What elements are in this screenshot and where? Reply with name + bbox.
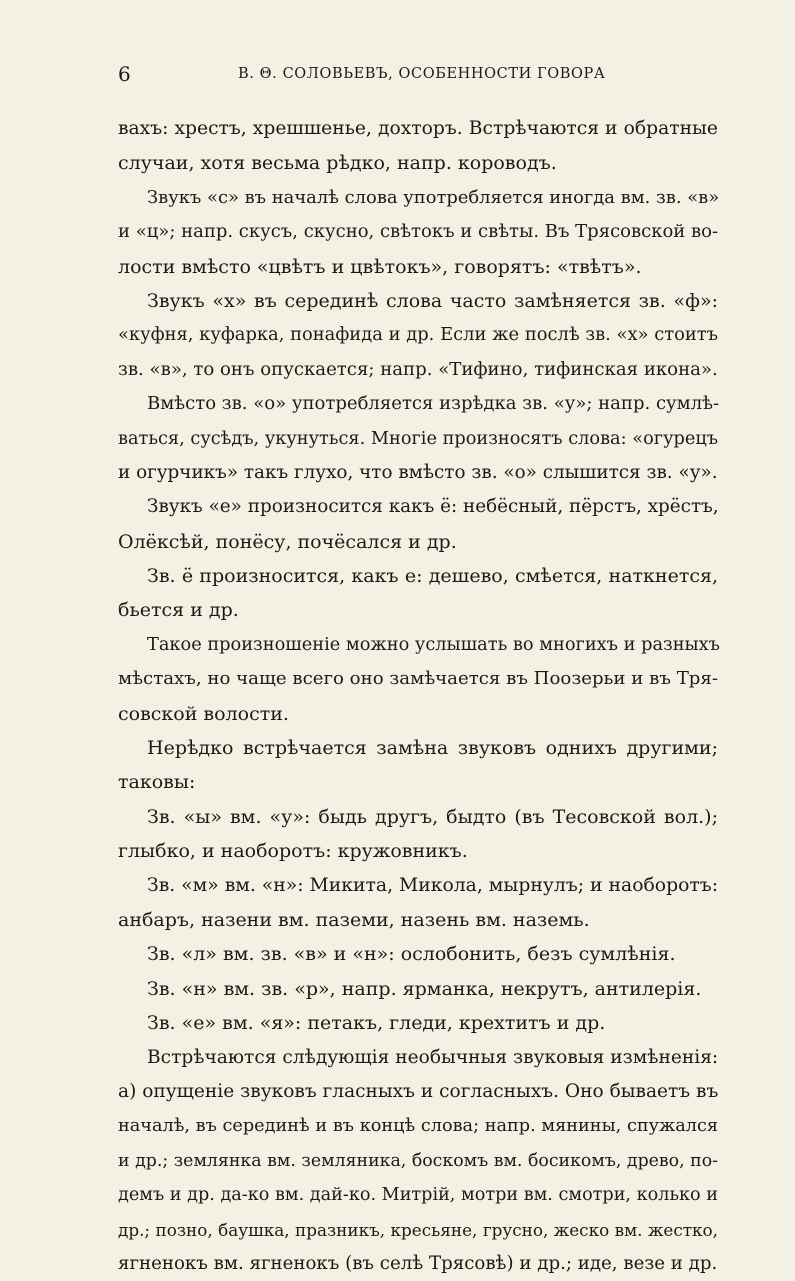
text-line: совской волости. [118,702,289,725]
text-line: глыбко, и наоборотъ: кружовникъ. [118,840,468,863]
text-line: случаи, хотя весьма рѣдко, напр. короводъ. [118,152,557,175]
text-line: Звукъ «с» въ началѣ слова употребляется иногда вм. зв. «в» [147,186,720,208]
text-line: зв. «в», то онъ опускается; напр. «Тифино, тифинская икона». [118,358,718,380]
body-text [118,112,718,1281]
text-line: мѣстахъ, но чаще всего оно замѣчается въ Поозерьи и въ Тря- [118,668,718,690]
page-number: 6 [118,62,131,86]
text-line: Звукъ «х» въ серединѣ слова часто замѣняется зв. «ф»: [147,289,718,312]
text-line: бьется и др. [118,599,239,622]
text-line: таковы: [118,771,196,794]
text-line: ягненокъ вм. ягненокъ (въ селѣ Трясовѣ) и др.; иде, везе и др. [118,1252,718,1274]
running-title: В. Θ. СОЛОВЬЕВЪ, ОСОБЕННОСТИ ГОВОРА [238,66,606,82]
text-line: анбаръ, назени вм. паземи, назень вм. наземь. [118,908,590,931]
text-line: «куфня, куфарка, понафида и др. Если же послѣ зв. «х» стоитъ [118,324,718,346]
text-line: вахъ: хрестъ, хрешшенье, дохторъ. Встрѣчаются и обратные [118,118,718,139]
text-line: Олёксѣй, понёсу, почёсался и др. [118,530,457,553]
text-line: и огурчикъ» такъ глухо, что вмѣсто зв. «о» слышится зв. «у». [118,461,718,483]
text-line: ваться, сусѣдъ, укунуться. Многіе произносятъ слова: «огурецъ [118,428,718,449]
page-header [118,62,700,92]
text-line: демъ и др. да-ко вм. дай-ко. Митрій, мотри вм. смотри, колько и [118,1185,718,1206]
text-line: а) опущеніе звуковъ гласныхъ и согласныхъ. Оно бываетъ въ [118,1080,719,1102]
text-line: и др.; землянка вм. земляника, боскомъ вм. босикомъ, древо, по- [118,1150,718,1171]
text-line: Зв. «м» вм. «н»: Микита, Микола, мырнулъ; и наоборотъ: [147,874,719,896]
text-line: Зв. «н» вм. зв. «р», напр. ярманка, некрутъ, антилерія. [147,977,702,1000]
text-line: Такое произношеніе можно услышать во многихъ и разныхъ [147,634,720,655]
text-line: началѣ, въ серединѣ и въ концѣ слова; напр. мянины, спужался [118,1116,718,1137]
text-line: лости вмѣсто «цвѣтъ и цвѣтокъ», говорятъ: «твѣтъ». [118,255,642,278]
text-line: Зв. «е» вм. «я»: петакъ, гледи, крехтитъ и др. [147,1012,606,1035]
text-line: Встрѣчаются слѣдующія необычныя звуковыя измѣненія: [147,1046,719,1068]
text-line: Нерѣдко встрѣчается замѣна звуковъ однихъ другими; [147,737,718,760]
text-line: и «ц»; напр. скусъ, скусно, свѣтокъ и свѣты. Въ Трясовской во- [118,221,719,243]
text-line: Зв. «л» вм. зв. «в» и «н»: ослобонить, безъ сумлѣнія. [147,943,676,966]
text-line: Звукъ «е» произносится какъ ё: небёсный, пёрстъ, хрёстъ, [147,496,719,518]
text-line: Зв. ё произносится, какъ е: дешево, смѣется, наткнется, [147,565,718,588]
text-line: Зв. «ы» вм. «у»: быдь другъ, быдто (въ Тесовской вол.); [147,805,718,828]
text-line: др.; позно, баушка, празникъ, кресьяне, грусно, жеско вм. жестко, [118,1219,718,1240]
text-line: Вмѣсто зв. «о» употребляется изрѣдка зв. «у»; напр. сумлѣ- [147,393,720,415]
